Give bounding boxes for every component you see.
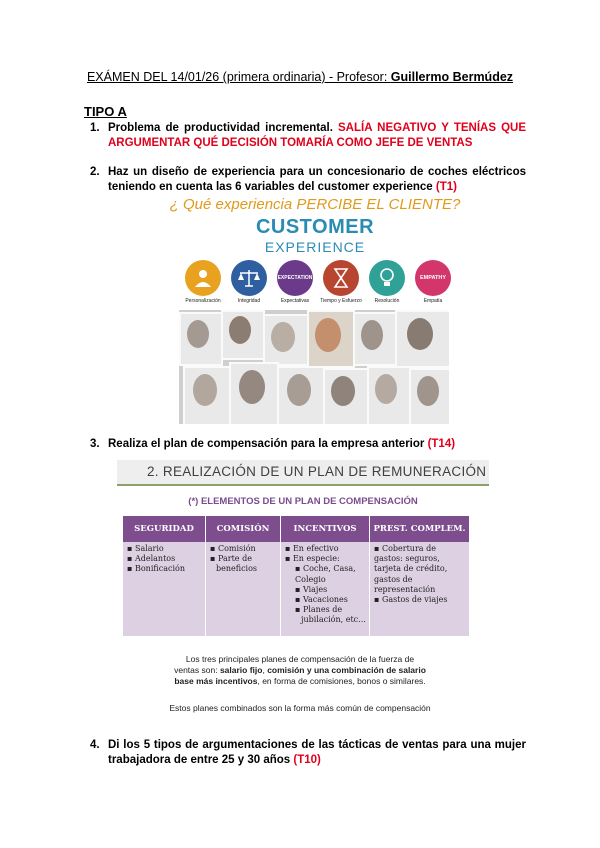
cell-item: ▪ Adelantos (127, 554, 176, 564)
empathy-icon (415, 260, 451, 296)
cell-item: ▪ Viajes (295, 584, 328, 594)
table-subtitle: (*) ELEMENTOS DE UN PLAN DE COMPENSACIÓN (188, 496, 418, 507)
circle-label: Tiempo y Esfuerzo (320, 298, 362, 304)
circle-label: Resolución (374, 298, 400, 304)
cell-item: ▪ Planes de (295, 605, 343, 615)
cell-item: ▪ Comisión (210, 544, 256, 553)
table-cell (370, 542, 469, 636)
cx-title: CUSTOMER (255, 216, 375, 238)
lightbulb-icon (369, 260, 405, 296)
compensation-table (123, 516, 469, 636)
question-4 (90, 738, 526, 768)
cell-item: tarjeta de crédito, (374, 564, 448, 574)
cell-item: representación (374, 584, 436, 594)
question-text: Problema de productividad incremental. (108, 122, 338, 134)
expectation-icon-text: EXPECTATION (277, 274, 313, 281)
cx-subtitle: EXPERIENCE (264, 239, 366, 255)
cell-item: gastos de (374, 574, 413, 584)
question-number: 2. (90, 166, 100, 178)
cell-item: Colegio (295, 574, 326, 584)
cell-item: ▪ Parte de (210, 554, 252, 564)
exam-header (0, 70, 600, 84)
hourglass-icon (323, 260, 359, 296)
topic-tag: (T1) (435, 181, 457, 193)
question-text: Di los 5 tipos de argumentaciones de las tácticas de ventas para una mujer trabajadora de entre 25 y 30 años (108, 739, 526, 766)
scales-icon (231, 260, 267, 296)
cell-item: ▪ En efectivo (285, 544, 339, 553)
text-span: ventas son: (174, 665, 220, 675)
cell-item: ▪ Salario (127, 544, 164, 553)
circle-label: Personalización (185, 298, 221, 304)
bold-span: salario fijo (219, 665, 263, 675)
question-number: 4. (90, 739, 100, 751)
cell-item: jubilación, etc... (301, 615, 366, 625)
table-cell (206, 542, 280, 636)
text-span: , (262, 665, 268, 675)
paragraph-line (120, 676, 480, 687)
cx-question: ¿ Qué experiencia PERCIBE EL CLIENTE? (169, 196, 461, 213)
circle-label: Integridad (237, 298, 261, 304)
paragraph-line: Los tres principales planes de compensación de la fuerza de (185, 654, 415, 664)
table-cell (123, 542, 205, 636)
compensation-plan-image (117, 460, 489, 638)
text-span: , en forma de comisiones, bonos o similares. (257, 676, 426, 686)
table-cell (281, 542, 369, 636)
banner-title: 2. REALIZACIÓN DE UN PLAN DE REMUNERACIÓN (147, 464, 487, 479)
topic-tag: (T14) (427, 438, 456, 450)
cell-item: ▪ Gastos de viajes (374, 595, 448, 605)
person-icon (185, 260, 221, 296)
cell-item: ▪ Cobertura de (374, 544, 436, 553)
column-header: COMISIÓN (206, 516, 280, 542)
circle-label: Empatía (423, 298, 443, 304)
topic-tag: (T10) (293, 754, 321, 766)
column-header: SEGURIDAD (123, 516, 205, 542)
cell-item: ▪ Bonificación (127, 564, 185, 574)
column-header: PREST. COMPLEM. (370, 516, 469, 542)
question-number: 1. (90, 122, 100, 134)
cell-item: ▪ Coche, Casa, (295, 564, 356, 574)
banner (117, 460, 489, 486)
question-2 (90, 165, 526, 195)
section-title: TIPO A (84, 104, 127, 119)
question-text: Haz un diseño de experiencia para un concesionario de coches eléctricos teniendo en cuenta las 6 variables del customer experience (108, 166, 526, 193)
cell-item: gastos: seguros, (374, 554, 440, 564)
empathy-icon-text: EMPATHY (419, 274, 447, 281)
question-highlight: SALÍA NEGATIVO Y TENÍAS QUE ARGUMENTAR QUÉ DECISIÓN TOMARÍA COMO JEFE DE VENTAS (108, 122, 527, 149)
professor-name: Guillermo Bermúdez (390, 70, 514, 84)
question-number: 3. (90, 438, 100, 450)
column-header: INCENTIVOS (281, 516, 369, 542)
paragraph-line (120, 665, 480, 676)
compensation-note: Estos planes combinados son la forma más común de compensación (169, 703, 431, 713)
question-3 (90, 437, 526, 452)
question-1 (90, 121, 527, 151)
bold-span: base más incentivos (174, 676, 258, 686)
compensation-paragraph (120, 654, 480, 687)
expectation-icon (277, 260, 313, 296)
faces-photo-collage (179, 310, 449, 424)
circle-label: Expectativas (280, 298, 310, 304)
cell-item: beneficios (216, 564, 258, 574)
cell-item: ▪ En especie: (285, 554, 340, 564)
cell-item: ▪ Vacaciones (295, 595, 348, 605)
customer-experience-image (165, 194, 465, 426)
exam-title: EXÁMEN DEL 14/01/26 (primera ordinaria) - Profesor: (86, 70, 391, 84)
question-text: Realiza el plan de compensación para la empresa anterior (108, 438, 428, 450)
bold-span: comisión y una combinación de salario (267, 665, 426, 675)
